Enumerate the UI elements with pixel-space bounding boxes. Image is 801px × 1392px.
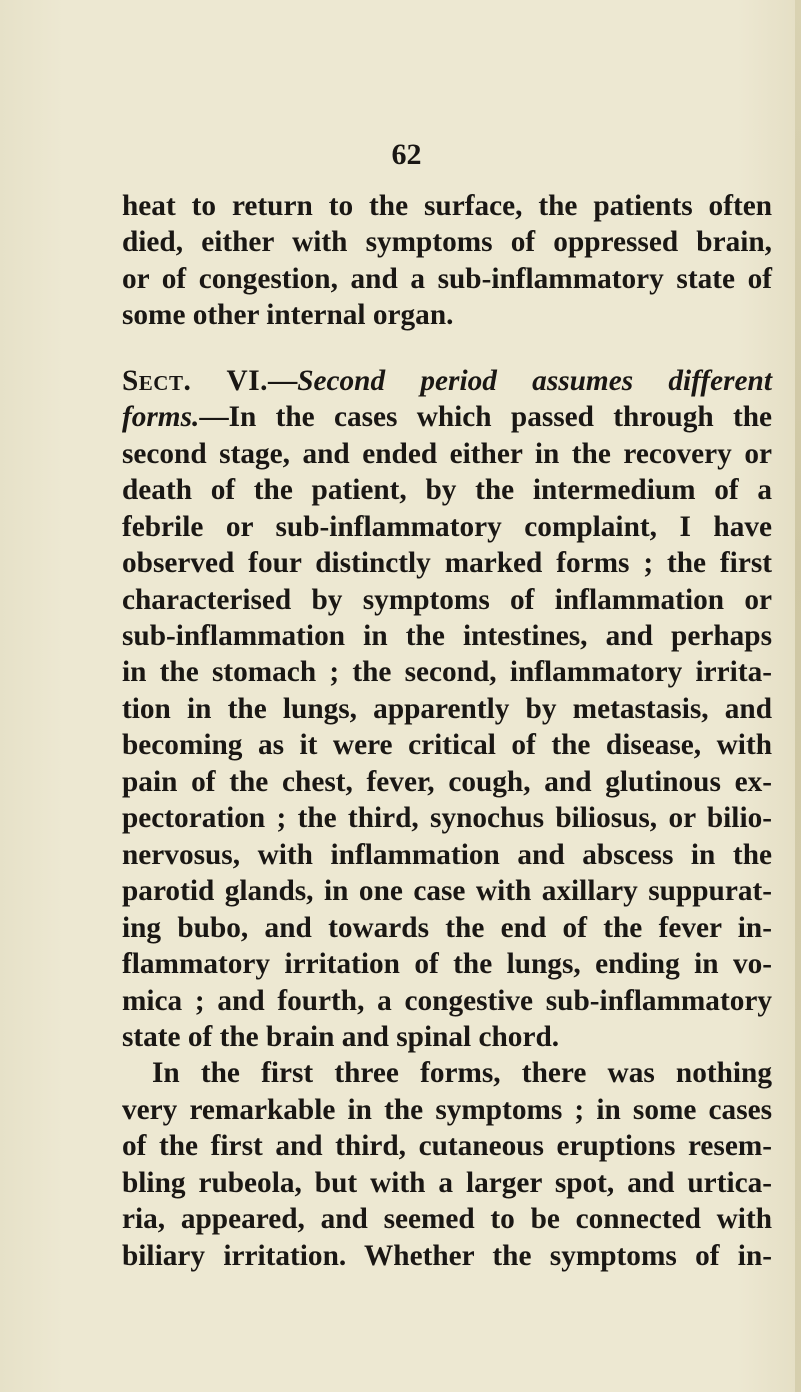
text-line: tion in the lungs, apparently by metastasis, and bbox=[122, 692, 772, 725]
text-line: ria, appeared, and seemed to be connected with bbox=[122, 1203, 772, 1236]
text-line: in the stomach ; the second, inflammatory irrita- bbox=[122, 656, 772, 689]
page-edge bbox=[795, 0, 801, 1392]
text-line: ing bubo, and towards the end of the fever in- bbox=[122, 911, 772, 944]
text-line: parotid glands, in one case with axillary suppurat- bbox=[122, 875, 772, 908]
text-line: characterised by symptoms of inflammation or bbox=[122, 583, 772, 616]
section-heading-line bbox=[122, 363, 772, 399]
text-line: state of the brain and spinal chord. bbox=[122, 1020, 560, 1053]
text-line: becoming as it were critical of the disease, with bbox=[122, 729, 772, 762]
text-line: febrile or sub-inflammatory complaint, I have bbox=[122, 510, 772, 543]
page-number: 62 bbox=[391, 138, 422, 171]
text-line: sub-inflammation in the intestines, and perhaps bbox=[122, 619, 772, 652]
text-line: some other internal organ. bbox=[122, 299, 454, 332]
section-title: Second period assumes different bbox=[297, 364, 772, 397]
text-line: nervosus, with inflammation and abscess in the bbox=[122, 838, 772, 871]
text-line: second stage, and ended either in the recovery or bbox=[122, 437, 772, 470]
text-line: observed four distinctly marked forms ; the first bbox=[122, 547, 772, 580]
section-title-cont: forms. bbox=[122, 401, 200, 434]
body-text bbox=[122, 188, 772, 1274]
text-line: pectoration ; the third, synochus biliosus, or bilio- bbox=[122, 802, 772, 835]
text-line: flammatory irritation of the lungs, ending in vo- bbox=[122, 948, 772, 981]
section-heading-line bbox=[122, 399, 772, 435]
text-line: biliary irritation. Whether the symptoms of in- bbox=[122, 1239, 772, 1272]
text-line: very remarkable in the symptoms ; in some cases bbox=[122, 1093, 772, 1126]
section-dash: — bbox=[267, 364, 298, 397]
text-line: pain of the chest, fever, cough, and glutinous ex- bbox=[122, 765, 772, 798]
text-line: bling rubeola, but with a larger spot, and urtica- bbox=[122, 1166, 772, 1199]
text-line: mica ; and fourth, a congestive sub-inflammatory bbox=[122, 984, 772, 1017]
section-label: Sect. VI. bbox=[122, 364, 268, 397]
text-line: heat to return to the surface, the patients often bbox=[122, 190, 772, 222]
text-line: died, either with symptoms of oppressed brain, bbox=[122, 226, 772, 259]
text-line: death of the patient, by the intermedium of a bbox=[122, 474, 772, 507]
text-line: of the first and third, cutaneous eruptions resem- bbox=[122, 1130, 772, 1163]
text-line: or of congestion, and a sub-inflammatory state of bbox=[122, 262, 772, 295]
section-text: —In the cases which passed through the bbox=[199, 401, 772, 434]
text-line: In the first three forms, there was nothing bbox=[152, 1057, 772, 1090]
